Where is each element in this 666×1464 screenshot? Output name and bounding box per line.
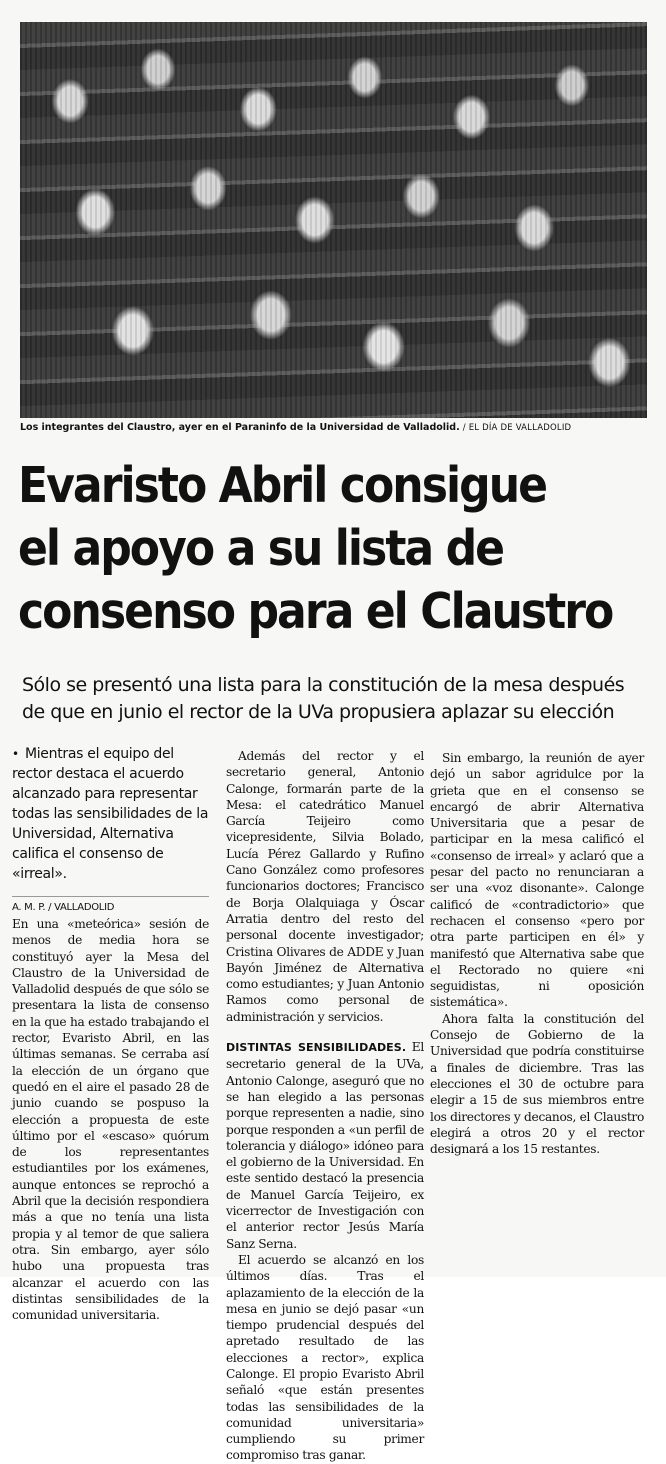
paragraph-2: Además del rector y el secretario general, Antonio Calonge, formarán parte de la Mesa: el catedrático Manuel García Teijeiro como vicepresidente, Silvia Bolado, Lucía Pérez Gallardo y Rufino Cano González como profesores funcionarios doctores; Francisco de Borja Olalquiaga y Óscar Arratia dentro del resto del personal docente investigador; Cristina Olivares de ADDE y Juan Bayón Jiménez de Alternativa como estudiantes; y Juan Antonio Ramos como personal de administración y servicios. bbox=[226, 749, 424, 1024]
claustro-photo bbox=[20, 22, 647, 418]
subheadline-line-1: Sólo se presentó una lista para la constitución de la mesa después bbox=[22, 674, 625, 696]
headline-line-2: el apoyo a su lista de bbox=[18, 520, 504, 577]
subheadline-line-2: de que en junio el rector de la UVa propusiera aplazar su elección bbox=[22, 701, 615, 723]
paragraph-1: En una «meteórica» sesión de menos de media hora se constituyó ayer la Mesa del Claustro de la Universidad de Valladolid después de que sólo se presentara la lista de consenso en la que ha estado trabajando el rector, Evaristo Abril, en las últimas semanas. Se cerraba así la elección de un órgano que quedó en el aire el pasado 28 de junio cuando se pospuso la elección a propuesta de este último por el «escaso» quórum de los representantes estudiantiles por los exámenes, aunque entonces se reprochó a Abril que la decisión respondiera más a que no tenía una lista propia y al temor de que saliera otra. Sin embargo, ayer sólo hubo una propuesta tras alcanzar el acuerdo con las distintas sensibilidades de la comunidad universitaria. bbox=[12, 917, 209, 1323]
headline-line-3: consenso para el Claustro bbox=[18, 583, 613, 640]
byline: A. M. P. / VALLADOLID bbox=[12, 896, 209, 916]
headline-line-1: Evaristo Abril consigue bbox=[18, 457, 547, 514]
photo-caption bbox=[20, 421, 647, 435]
paragraph-4: El acuerdo se alcanzó en los últimos días. Tras el aplazamiento de la elección de la mesa en junio se dejó pasar «un tiempo prudencial después del apretado resultado de las elecciones a rector», explica Calonge. El propio Evaristo Abril señaló «que están presentes todas las sensibilidades de la comunidad universitaria» cumpliendo su primer compromiso tras ganar. bbox=[226, 1252, 424, 1463]
caption-text: Los integrantes del Claustro, ayer en el Paraninfo de la Universidad de Valladolid. bbox=[20, 422, 460, 433]
article-column-2 bbox=[226, 748, 424, 1464]
photo-credit: / EL DÍA DE VALLADOLID bbox=[462, 423, 572, 433]
highlight-summary bbox=[12, 744, 209, 884]
paragraph-3: El secretario general de la UVa, Antonio Calonge, aseguró que no se han elegido a las personas porque representen a nadie, sino porque responden a «un perfil de tolerancia y diálogo» idóneo para el gobierno de la Universidad. En este sentido destacó la presencia de Manuel García Teijeiro, ex vicerrector de Investigación con el anterior rector Jesús María Sanz Serna. bbox=[226, 1040, 424, 1251]
article-column-1 bbox=[12, 744, 209, 1323]
paragraph-3-container bbox=[226, 1039, 424, 1252]
paragraph-6: Ahora falta la constitución del Consejo de Gobierno de la Universidad que podría constituirse a finales de diciembre. Tras las elecciones el 30 de octubre para elegir a 15 de sus miembros entre los directores y decanos, el Claustro elegirá a otros 20 y el rector designará a los 15 restantes. bbox=[430, 1011, 644, 1157]
paragraph-5: Sin embargo, la reunión de ayer dejó un sabor agridulce por la grieta que en el consenso se encargó de abrir Alternativa Universitaria que a pesar de participar en la mesa calificó el «consenso de irreal» y aclaró que a pesar del pacto no renunciaran a ser una «voz disonante». Calonge calificó de «contradictorio» que rechacen el consenso «pero por otra parte participen en él» y manifestó que Alternativa sabe que el Rectorado no quiere «ni seguidistas, ni oposición sistemática». bbox=[430, 751, 644, 1010]
subheadline bbox=[22, 672, 654, 726]
headline bbox=[18, 454, 613, 643]
bullet-icon: • bbox=[12, 747, 19, 761]
section-subtitle: DISTINTAS SENSIBILIDADES. bbox=[226, 1041, 407, 1055]
highlight-text: Mientras el equipo del rector destaca el acuerdo alcanzado para representar todas las sensibilidades de la Universidad, Alternativa califica el consenso de «irreal». bbox=[12, 746, 209, 882]
article-column-3 bbox=[430, 750, 644, 1157]
